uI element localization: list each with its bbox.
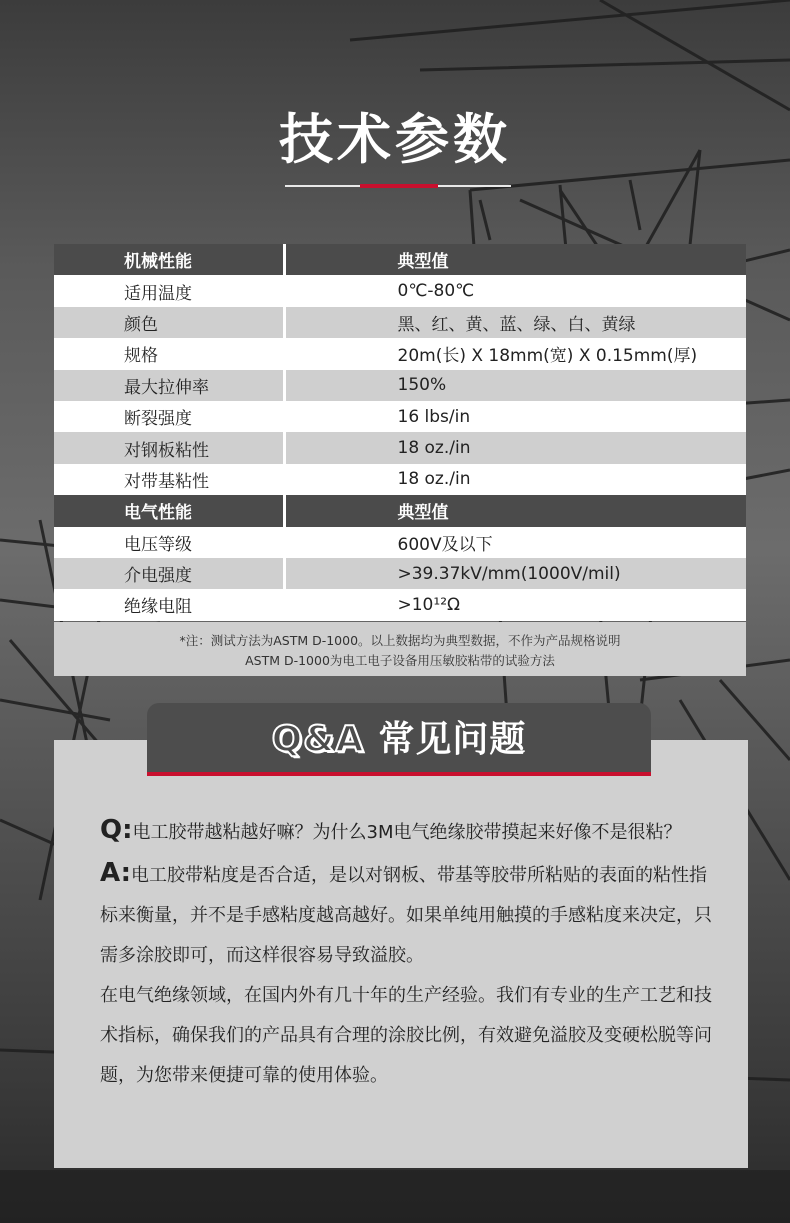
spec-row — [54, 464, 746, 495]
spec-value: 典型值 — [284, 495, 746, 526]
spec-name: 颜色 — [54, 307, 284, 338]
spec-name: 适用温度 — [54, 275, 284, 306]
spec-value: 0℃-80℃ — [284, 275, 746, 306]
spec-row — [54, 307, 746, 338]
question-text: 电工胶带越粘越好嘛？为什么3M电气绝缘胶带摸起来好像不是很粘？ — [132, 822, 682, 843]
spec-name: 对钢板粘性 — [54, 432, 284, 463]
spec-name: 介电强度 — [54, 558, 284, 589]
qa-content — [100, 810, 720, 1096]
spec-name: 电气性能 — [54, 495, 284, 526]
spec-name: 机械性能 — [54, 244, 284, 275]
spec-section-header — [54, 495, 746, 526]
spec-row — [54, 338, 746, 369]
question-label: Q: — [100, 815, 133, 845]
spec-value: 16 lbs/in — [284, 401, 746, 432]
spec-row — [54, 275, 746, 306]
spec-table — [54, 244, 746, 621]
spec-value: 20m(长) X 18mm(宽) X 0.15mm(厚) — [284, 338, 746, 369]
spec-name: 对带基粘性 — [54, 464, 284, 495]
note-line-1: *注：测试方法为ASTM D-1000。以上数据均为典型数据，不作为产品规格说明 — [179, 633, 621, 648]
spec-value: 18 oz./in — [284, 464, 746, 495]
spec-row — [54, 527, 746, 558]
spec-row — [54, 370, 746, 401]
answer-label: A: — [100, 858, 132, 888]
spec-note — [54, 622, 746, 676]
info-paragraph: 在电气绝缘领域，在国内外有几十年的生产经验。我们有专业的生产工艺和技术指标，确保我们的产品具有合理的涂胶比例，有效避免溢胶及变硬松脱等问题，为您带来便捷可靠的使用体验。 — [100, 985, 712, 1086]
spec-name: 绝缘电阻 — [54, 589, 284, 620]
spec-value: >39.37kV/mm(1000V/mil) — [284, 558, 746, 589]
qa-logo: Q&A — [271, 719, 365, 760]
spec-value: 18 oz./in — [284, 432, 746, 463]
spec-value: 150% — [284, 370, 746, 401]
qa-title: 常见问题 — [378, 719, 527, 760]
spec-row — [54, 589, 746, 620]
spec-row — [54, 432, 746, 463]
spec-value: >10¹²Ω — [284, 589, 746, 620]
qa-header-tab — [147, 703, 651, 773]
title-accent-bar — [360, 184, 438, 188]
qa-accent-bar — [147, 772, 651, 776]
spec-row — [54, 401, 746, 432]
answer-block — [100, 853, 720, 976]
spec-value: 黑、红、黄、蓝、绿、白、黄绿 — [284, 307, 746, 338]
spec-section-header — [54, 244, 746, 275]
note-line-2: ASTM D-1000为电工电子设备用压敏胶粘带的试验方法 — [245, 653, 555, 668]
answer-text: 电工胶带粘度是否合适，是以对钢板、带基等胶带所粘贴的表面的粘性指标来衡量，并不是手感粘度越高越好。如果单纯用触摸的手感粘度来决定，只需多涂胶即可，而这样很容易导致溢胶。 — [100, 865, 712, 966]
spec-value: 600V及以下 — [284, 527, 746, 558]
question-block — [100, 810, 720, 853]
page-title: 技术参数 — [279, 108, 511, 171]
spec-name: 规格 — [54, 338, 284, 369]
spec-value: 典型值 — [284, 244, 746, 275]
spec-name: 断裂强度 — [54, 401, 284, 432]
spec-row — [54, 558, 746, 589]
spec-name: 电压等级 — [54, 527, 284, 558]
spec-name: 最大拉伸率 — [54, 370, 284, 401]
